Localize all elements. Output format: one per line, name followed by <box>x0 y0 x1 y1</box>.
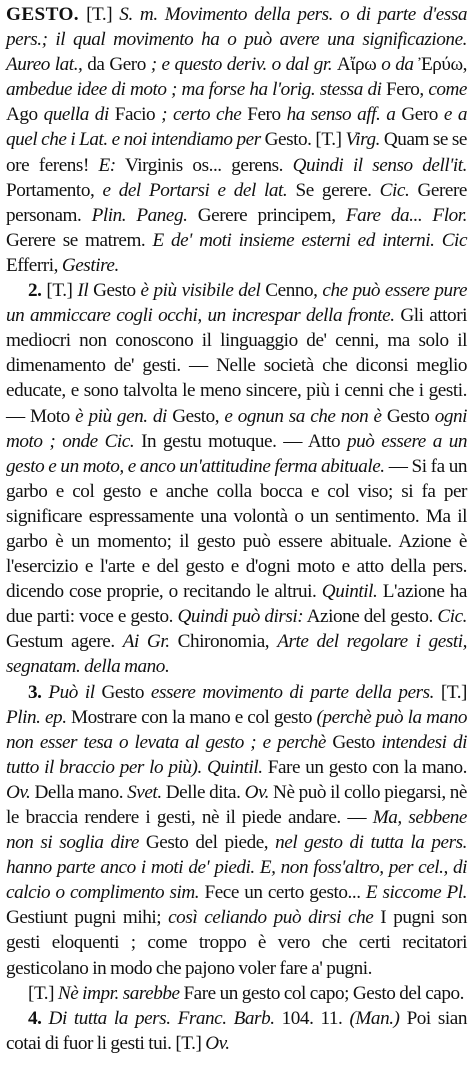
section-number: 2. <box>28 280 47 302</box>
italic-text: Cic. <box>437 606 467 628</box>
roman-text: Poi sian cotai di fuor li gesti tui. [T.] <box>6 1007 467 1054</box>
roman-text: Ago <box>6 104 44 126</box>
italic-text: Ma, sebbene non si soglia dire <box>6 807 467 854</box>
italic-text: intendesi di tutto il braccio per lo più). Quintil. <box>6 731 467 778</box>
roman-text: In gestu motuque. — Atto <box>134 430 348 452</box>
roman-text: — Si fa un garbo e col gesto e anche colla bocca e col viso; si fa per significare espressamente una volontà o un sentimento. Ma il garbo è un momento; il gesto può essere abituale. Azione è l'esercizio e l'arte e del gesto e d'ogni moto e atto della pers. dicendo cose proprie, o recitando le altrui. <box>6 455 467 603</box>
roman-text: Nè può il collo piegarsi, nè le braccia rendere i gesti, nè il piede andare. — <box>6 781 467 828</box>
roman-text: [T.] <box>28 982 58 1004</box>
roman-text: Chironomia, <box>169 631 278 653</box>
italic-text: Arte del regolare i gesti, segnatam. della mano. <box>6 631 467 678</box>
italic-text: che può essere pure un ammiccare cogli occhi, un increspar della fronte. <box>6 280 468 327</box>
italic-text: Quindi può dirsi: <box>177 606 304 628</box>
roman-text: Quam se se ore ferens! <box>6 129 467 176</box>
italic-text: ambedue idee di moto ; ma forse ha l'orig. stessa di <box>6 79 382 101</box>
italic-text: S. m. Movimento della pers. o di parte d'essa pers.; il qual movimento ha o può avere una significazione. Aureo lat., <box>6 4 467 76</box>
entry-paragraph-p1 <box>6 2 467 278</box>
roman-text: Se gerere. <box>287 179 380 201</box>
italic-text: Ov. <box>205 1032 230 1054</box>
italic-text: così celiando può dirsi che <box>168 907 374 929</box>
entry-paragraph-p3 <box>6 680 467 981</box>
roman-text: I pugni son gesti eloquenti ; come troppo è vero che certi recitatori gesticolano in modo che pajono voler fare a' pugni. <box>6 907 467 979</box>
section-number: 4. <box>28 1007 49 1029</box>
roman-text: da Gero <box>82 54 151 76</box>
italic-text: Gestire. <box>61 254 119 276</box>
italic-text: e del <box>102 179 141 201</box>
italic-text: Può il <box>48 681 95 703</box>
italic-text: (perchè può la mano non esser tesa o levata al gesto ; e perchè <box>6 706 467 753</box>
italic-text: ha senso aff. a <box>286 104 396 126</box>
roman-text: Gesto <box>88 280 141 302</box>
roman-text: L'azione ha due parti: voce e gesto. <box>6 581 467 628</box>
dictionary-entry-gesto <box>6 2 467 1056</box>
italic-text: Plin. Paneg. <box>91 204 188 226</box>
italic-text: E de' moti insieme esterni ed interni. Cic <box>152 229 468 251</box>
italic-text: Fare da... Flor. <box>345 204 467 226</box>
roman-text: Efferri, <box>6 254 62 276</box>
italic-text: Portarsi <box>140 179 218 201</box>
italic-text: Quindi il senso dell'it. <box>292 154 467 176</box>
italic-text: E siccome Pl. <box>365 882 467 904</box>
roman-text: Fero <box>241 104 287 126</box>
italic-text: Cic. <box>379 179 410 201</box>
roman-text: Gestum agere. <box>6 631 123 653</box>
roman-text: Fare un gesto col capo; Gesto del capo. <box>179 982 464 1004</box>
roman-text: Virginis os... gerens. <box>115 154 293 176</box>
roman-text: Delle dita. <box>161 781 245 803</box>
italic-text: ; certo che <box>161 104 242 126</box>
entry-paragraph-p2 <box>6 278 467 680</box>
italic-text: Di tutta la pers. Franc. Barb. <box>48 1007 275 1029</box>
roman-text: Gerere personam. <box>6 179 467 226</box>
section-number: 3. <box>28 681 49 703</box>
italic-text: può essere a un gesto e un moto, e anco un'attitudine ferma abituale. <box>6 430 467 477</box>
roman-text: Fece un certo gesto... <box>199 882 366 904</box>
roman-text: Ἐρύω, <box>413 54 467 76</box>
roman-text: Gesto del piede, <box>138 832 276 854</box>
roman-text: Gesto <box>381 405 435 427</box>
italic-text: E: <box>98 154 116 176</box>
italic-text: Svet. <box>127 781 162 803</box>
italic-text: Ai Gr. <box>122 631 170 653</box>
italic-text: Nè impr. sarebbe <box>57 982 180 1004</box>
headword: GESTO. <box>6 4 79 25</box>
roman-text: [T.] <box>434 681 467 703</box>
roman-text: Gero <box>395 104 444 126</box>
italic-text: Il <box>77 280 89 302</box>
roman-text: [T.] <box>78 4 120 25</box>
roman-text: Cenno, <box>260 280 323 302</box>
italic-text: nel gesto di tutta la pers. hanno parte anco i moti de' piedi. E, non foss'altro, per cel., di calcio o complimento sim. <box>6 832 467 904</box>
roman-text: Azione del gesto. <box>303 606 438 628</box>
italic-text: e ognun sa che non è <box>224 405 382 427</box>
italic-text: e a quel che i Lat. e noi intendiamo per <box>6 104 467 151</box>
roman-text: Della mano. <box>30 781 128 803</box>
italic-text: Quintil. <box>321 581 378 603</box>
roman-text: Facio <box>108 104 162 126</box>
roman-text: Gesto, <box>166 405 225 427</box>
italic-text: Ov. <box>6 781 31 803</box>
italic-text: Ov. <box>244 781 269 803</box>
roman-text: Gli attori mediocri non conoscono il linguaggio de' cenni, ma solo il dimenamento de' gesti. — Nelle società che diconsi meglio educate, e sono talvolta le meno sincere, più i cenni che i gesti. — Moto <box>6 305 468 427</box>
italic-text: essere movimento di parte della pers. <box>150 681 435 703</box>
roman-text: Portamento, <box>6 179 103 201</box>
entry-paragraph-p5 <box>6 1006 467 1056</box>
italic-text: quella di <box>43 104 109 126</box>
roman-text: Gesto. [T.] <box>260 129 346 151</box>
italic-text: come <box>428 79 467 101</box>
roman-text: Mostrare con la mano e col gesto <box>66 706 317 728</box>
italic-text: ogni moto ; onde Cic. <box>6 405 467 452</box>
roman-text: Gesto <box>94 681 151 703</box>
italic-text: Plin. ep. <box>6 706 67 728</box>
italic-text: è più gen. di <box>75 405 167 427</box>
italic-text: è più visibile del <box>140 280 261 302</box>
roman-text: 104. 11. <box>274 1007 350 1029</box>
roman-text: Αἴρω <box>332 54 382 76</box>
italic-text: o da <box>381 54 414 76</box>
italic-text: Virg. <box>345 129 380 151</box>
roman-text: Fero, <box>381 79 429 101</box>
italic-text: ; e questo deriv. o dal gr. <box>150 54 333 76</box>
italic-text: (Man.) <box>349 1007 400 1029</box>
roman-text: Gerere se matrem. <box>6 229 153 251</box>
italic-text: e del lat. <box>217 179 288 201</box>
roman-text: Gesto <box>325 731 382 753</box>
roman-text: Fare un gesto con la mano. <box>262 756 467 778</box>
entry-paragraph-p4 <box>6 981 467 1006</box>
roman-text: Gerere principem, <box>187 204 346 226</box>
roman-text: [T.] <box>46 280 78 302</box>
roman-text: Gestiunt pugni mihi; <box>6 907 169 929</box>
